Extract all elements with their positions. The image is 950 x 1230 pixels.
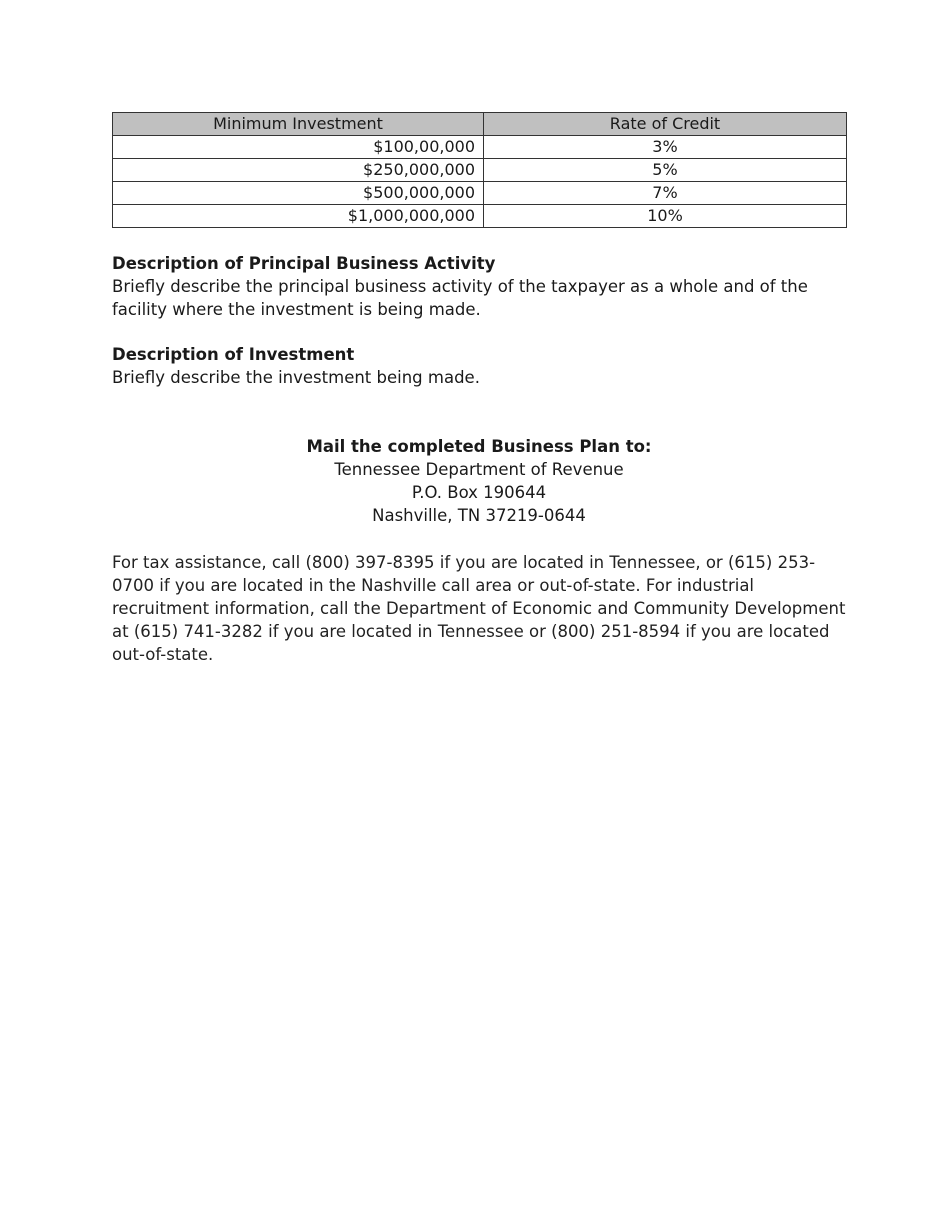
mail-title: Mail the completed Business Plan to: [306, 437, 652, 456]
table-header-row [113, 113, 847, 136]
table-row [113, 159, 847, 182]
investment-cell: $500,000,000 [113, 182, 484, 205]
investment-cell: $1,000,000,000 [113, 205, 484, 228]
assistance-paragraph: For tax assistance, call (800) 397-8395 if you are located in Tennessee, or (615) 253-0700 if you are located in the Nashville call area or out-of-state. For industrial recruitment information, call the Department of Economic and Community Development at (615) 741-3282 if you are located in Tennessee or (800) 251-8594 if you are located out-of-state. [112, 553, 846, 664]
principal-activity-text: Briefly describe the principal business activity of the taxpayer as a whole and of the facility where the investment is being made. [112, 277, 808, 319]
mail-po-box: P.O. Box 190644 [411, 483, 547, 502]
table-row [113, 182, 847, 205]
principal-activity-section [112, 252, 846, 321]
investment-text: Briefly describe the investment being made. [112, 368, 480, 387]
header-rate-of-credit: Rate of Credit [484, 113, 847, 136]
investment-section [112, 343, 846, 389]
credit-rate-table [112, 112, 847, 228]
rate-cell: 10% [484, 205, 847, 228]
mail-city-zip: Nashville, TN 37219-0644 [372, 506, 586, 525]
rate-cell: 7% [484, 182, 847, 205]
table-row [113, 136, 847, 159]
rate-cell: 5% [484, 159, 847, 182]
table-row [113, 205, 847, 228]
investment-cell: $100,00,000 [113, 136, 484, 159]
document-page [112, 112, 846, 683]
investment-heading: Description of Investment [112, 345, 355, 364]
mailing-address-block [112, 435, 846, 527]
mail-recipient: Tennessee Department of Revenue [334, 460, 624, 479]
principal-activity-heading: Description of Principal Business Activity [112, 254, 496, 273]
header-minimum-investment: Minimum Investment [113, 113, 484, 136]
rate-cell: 3% [484, 136, 847, 159]
investment-cell: $250,000,000 [113, 159, 484, 182]
